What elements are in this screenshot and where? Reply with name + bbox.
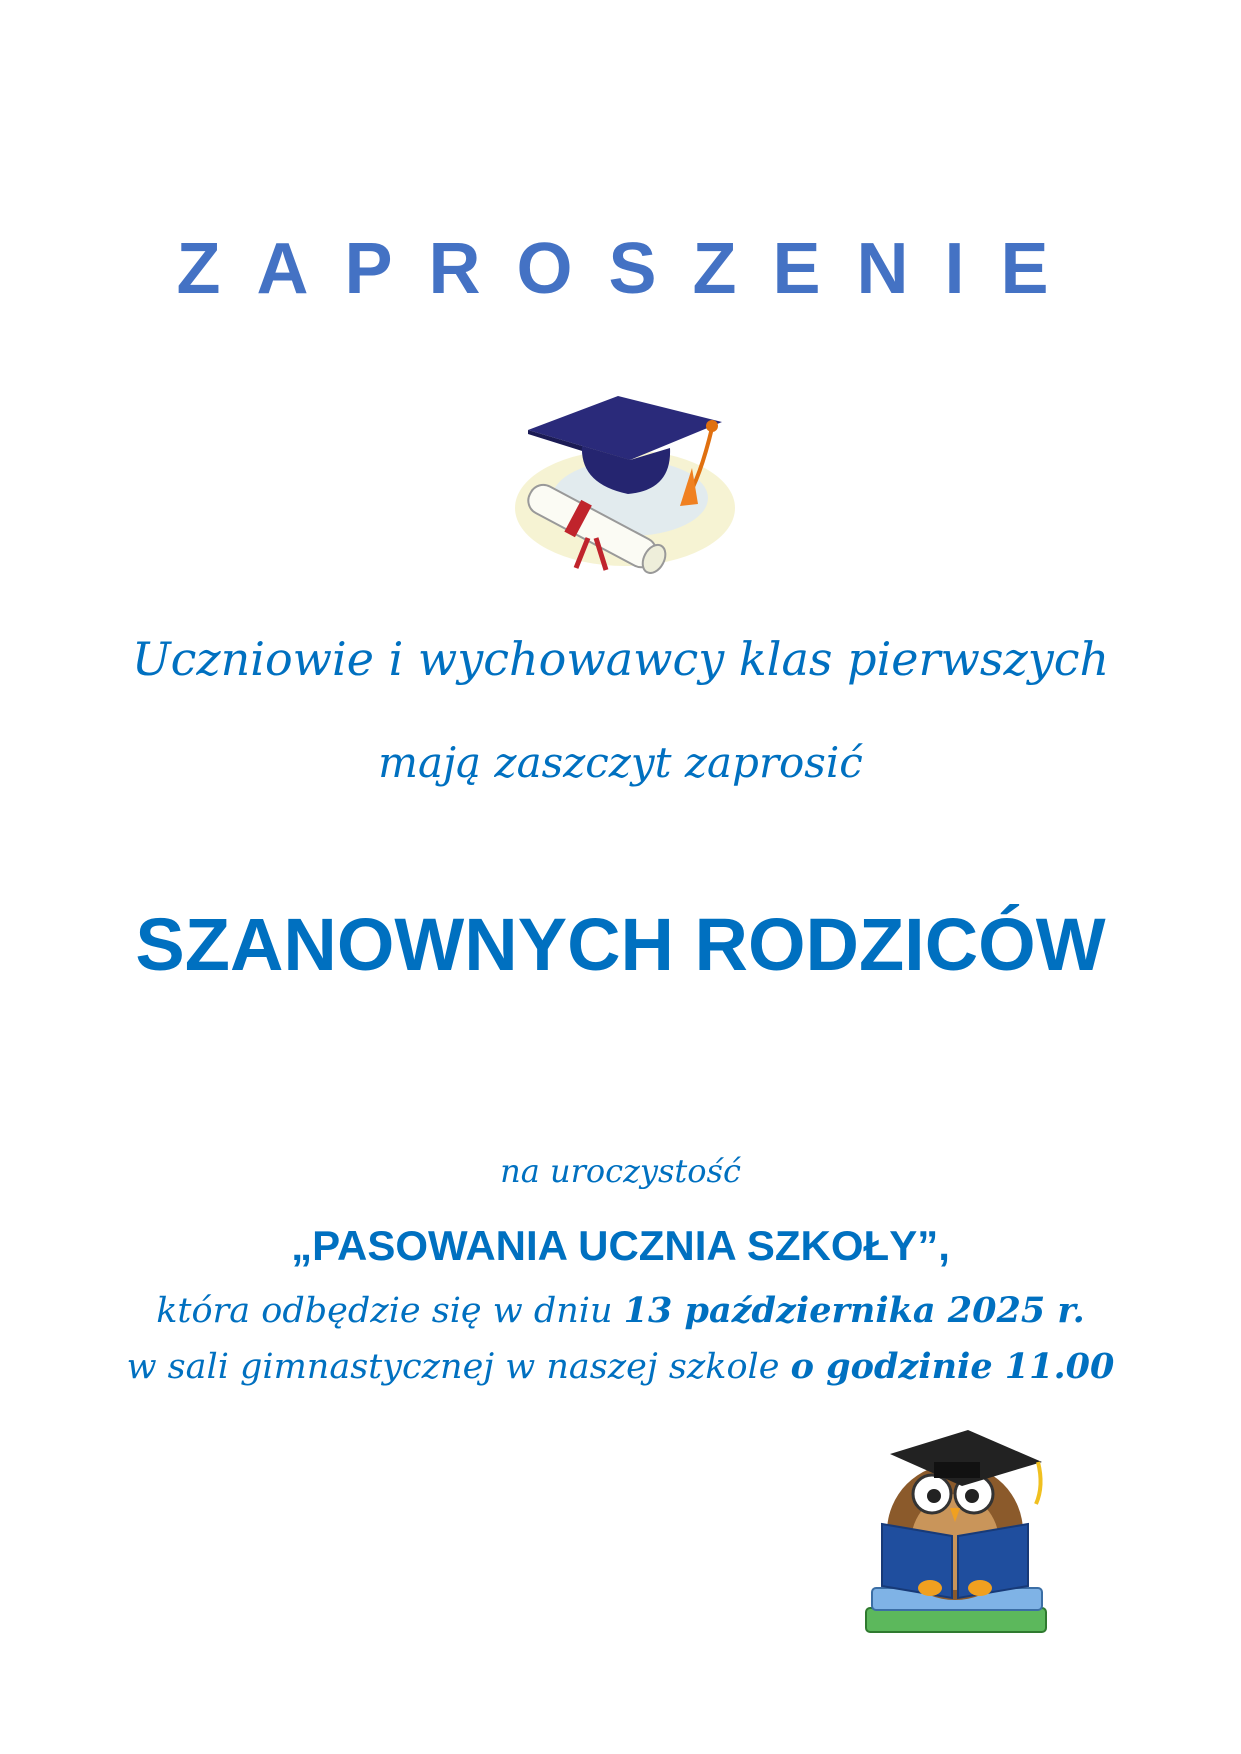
place-line-prefix: w sali gimnastycznej w naszej szkole [126,1347,791,1387]
event-name: „PASOWANIA UCZNIA SZKOŁY”, [291,1222,950,1269]
owl-reading-book-icon [850,1412,1060,1652]
addressee-heading: SZANOWNYCH RODZICÓW [135,903,1106,986]
event-time: o godzinie 11.00 [790,1346,1115,1387]
date-line-prefix: która odbędzie się w dniu [156,1291,624,1331]
place-line [0,1346,1241,1387]
date-line [0,1290,1241,1331]
occasion-intro: na uroczystość [500,1152,741,1190]
intro-line-students: Uczniowie i wychowawcy klas pierwszych [131,632,1110,686]
event-date: 13 października 2025 r. [623,1290,1085,1331]
graduation-cap-diploma-icon [510,388,740,574]
invitation-heading: ZAPROSZENIE [176,229,1085,309]
intro-line-invite: mają zaszczyt zaprosić [378,738,863,787]
